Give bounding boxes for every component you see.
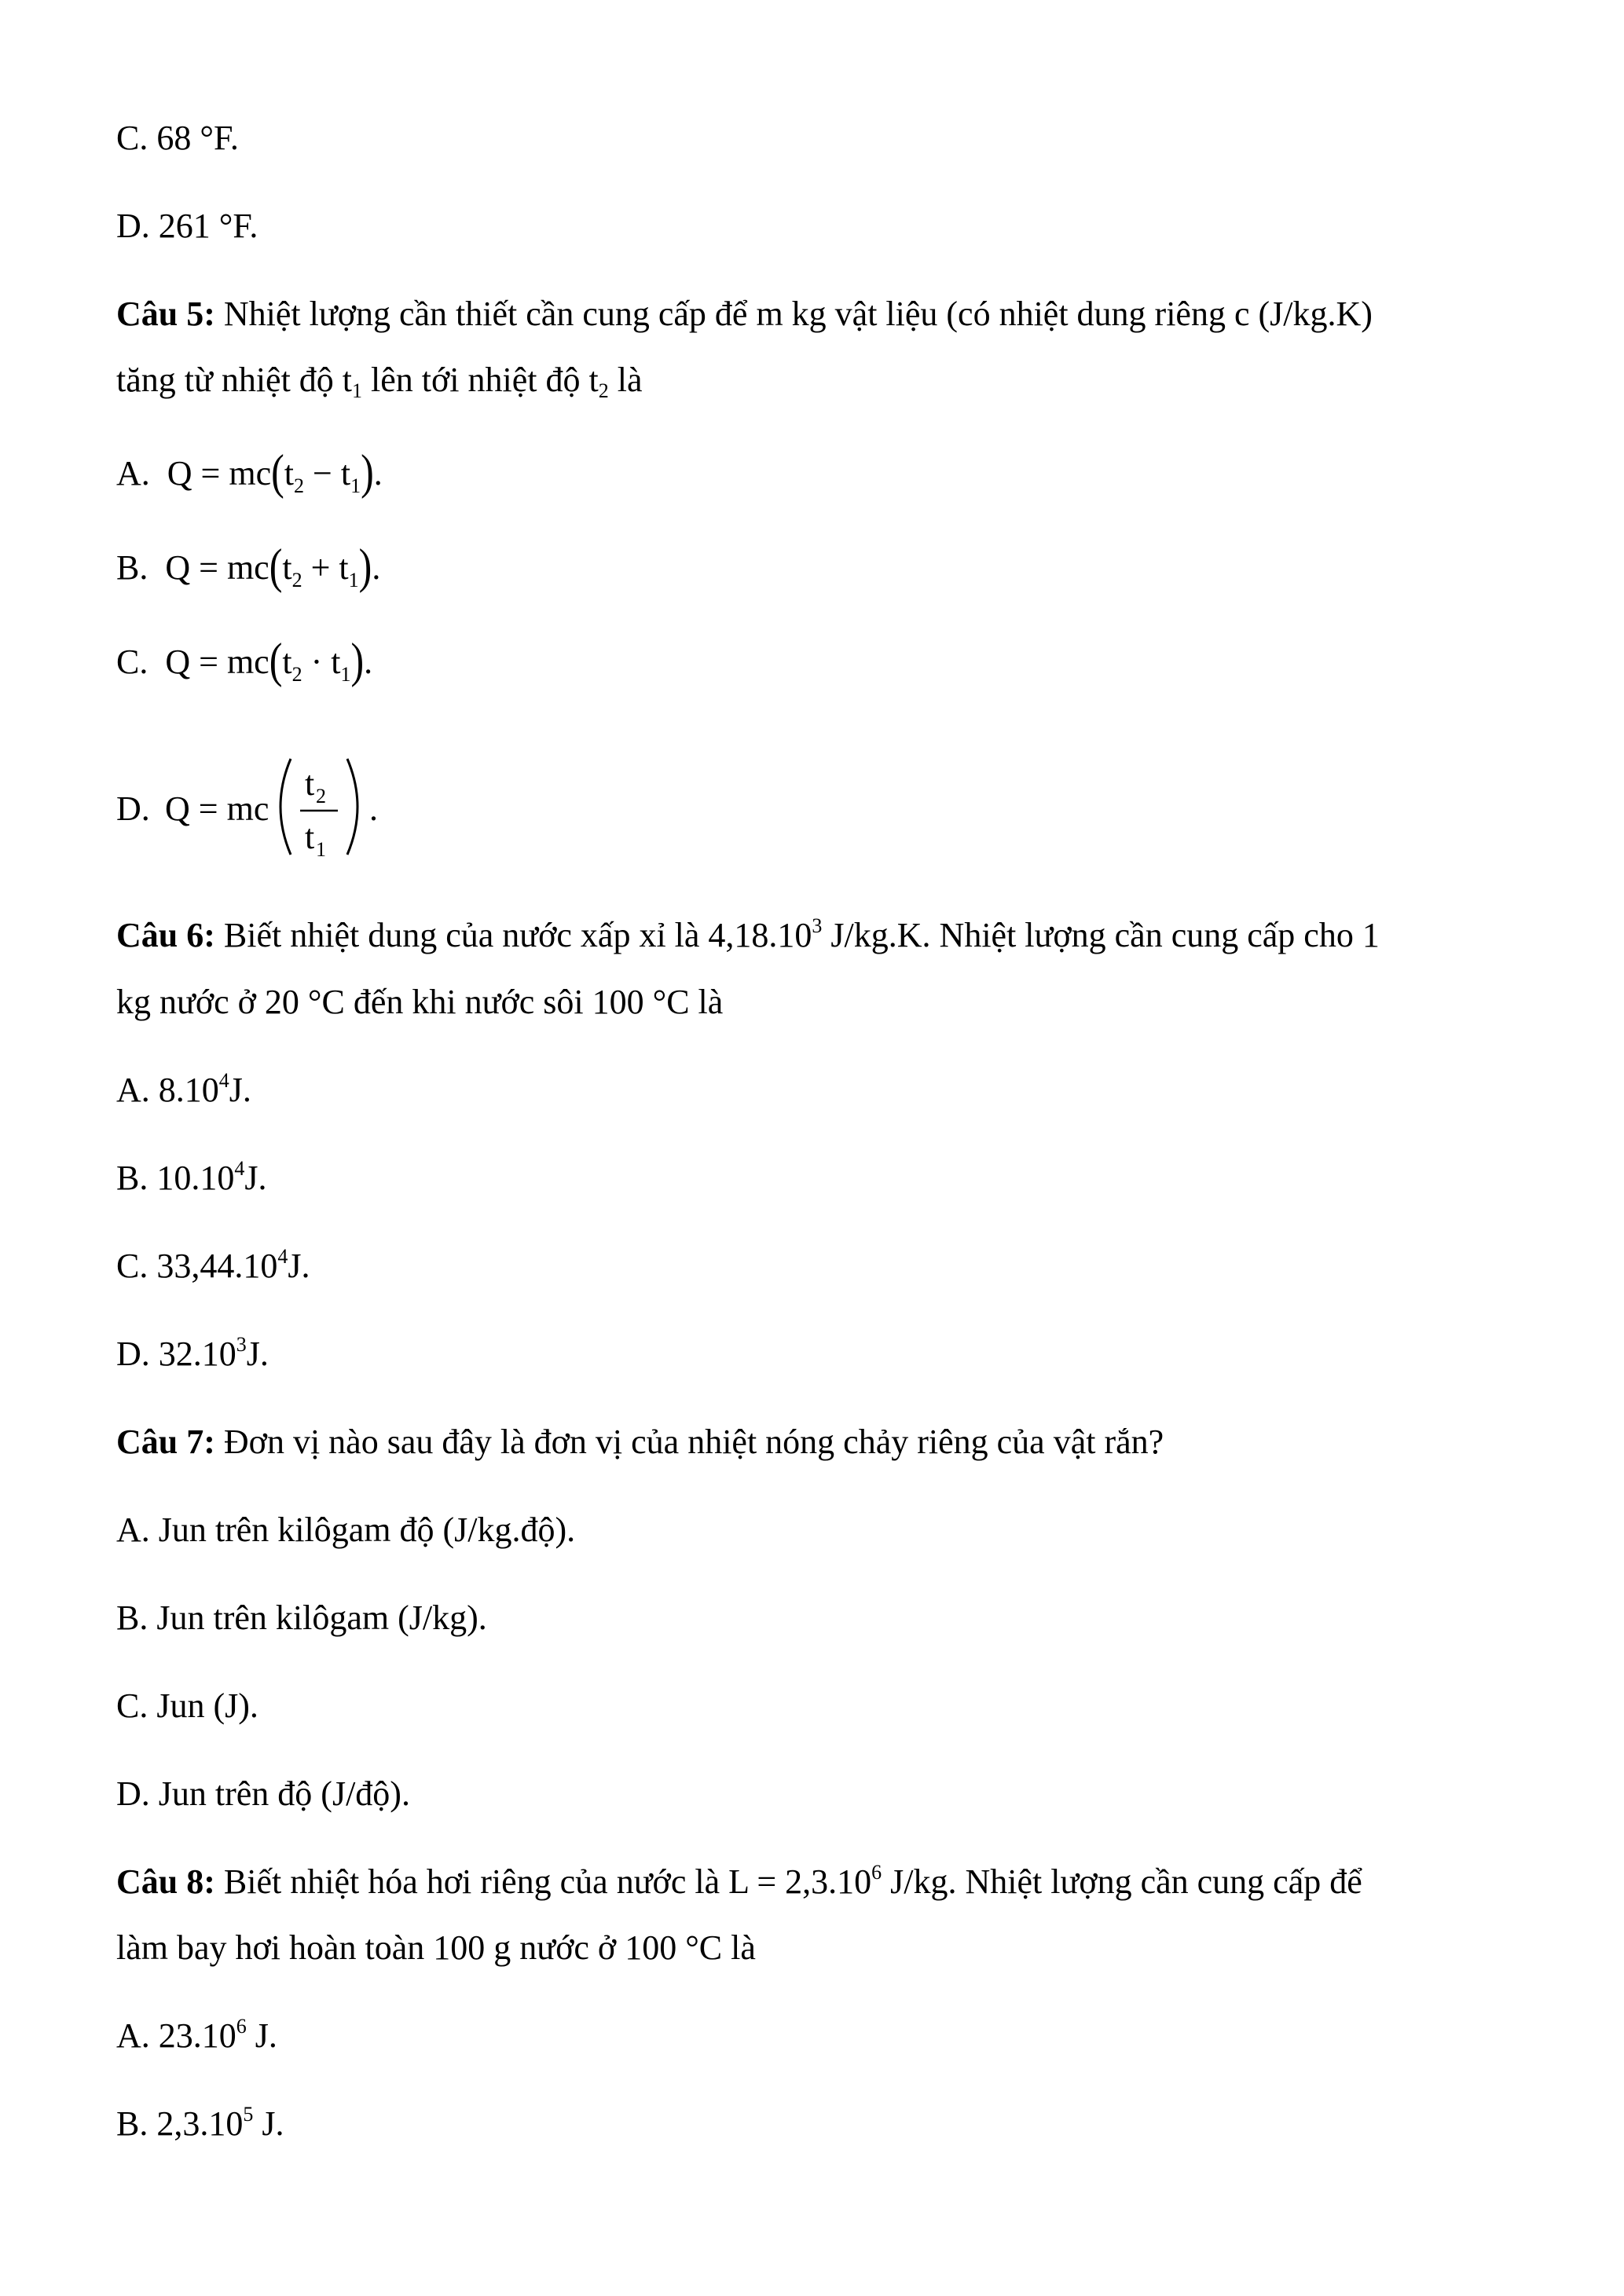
period: . <box>364 643 373 681</box>
fraction-numerator-t: t <box>305 764 315 803</box>
t1-sub: 1 <box>348 569 359 591</box>
q5-text-1: Nhiệt lượng cần thiết cần cung cấp để m kg vật liệu (có nhiệt dung riêng c (J/kg.K) <box>214 295 1373 333</box>
q6-stem-line1 <box>116 914 1380 958</box>
q6-option-d-sup: 3 <box>236 1333 247 1356</box>
q5-text-2b: lên tới nhiệt độ t <box>362 361 599 399</box>
q6-option-c-unit: J. <box>288 1247 310 1285</box>
q5-formula-lhs: Q = mc <box>165 789 269 828</box>
q6-option-d-unit: J. <box>246 1335 269 1373</box>
period: . <box>372 548 381 587</box>
q6-text-1b: J/kg.K. Nhiệt lượng cần cung cấp cho 1 <box>822 916 1380 954</box>
q6-option-a-unit: J. <box>229 1071 251 1109</box>
q8-text-1a: Biết nhiệt hóa hơi riêng của nước là L = 2,3.10 <box>214 1862 872 1901</box>
q5-option-d-formula <box>116 748 446 866</box>
q5-option-b-label: B. <box>116 548 148 587</box>
q7-option-c: C. Jun (J). <box>116 1686 258 1725</box>
q8-option-a-unit: J. <box>246 2016 277 2055</box>
q6-stem-line2: kg nước ở 20 °C đến khi nước sôi 100 °C là <box>116 983 724 1021</box>
q6-option-a-base: A. 8.10 <box>116 1071 219 1109</box>
q5-option-d-label: D. <box>116 789 150 828</box>
q6-option-b-base: B. 10.10 <box>116 1159 235 1197</box>
q8-option-a-base: A. 23.10 <box>116 2016 236 2055</box>
q5-formula-lhs: Q = mc <box>165 548 269 587</box>
q5-option-a-label: A. <box>116 454 150 493</box>
q4-option-d: D. 261 °F. <box>116 207 258 245</box>
q6-option-a <box>116 1068 251 1112</box>
t2-sub: 2 <box>291 569 302 591</box>
t-var: t <box>282 643 292 681</box>
q8-option-b-base: B. 2,3.10 <box>116 2104 244 2143</box>
q7-option-a: A. Jun trên kilôgam độ (J/kg.độ). <box>116 1511 576 1549</box>
q7-text: Đơn vị nào sau đây là đơn vị của nhiệt nóng chảy riêng của vật rắn? <box>214 1423 1164 1461</box>
q7-option-d: D. Jun trên độ (J/độ). <box>116 1774 410 1813</box>
t-var: t <box>331 643 341 681</box>
q8-sup: 6 <box>871 1861 882 1884</box>
fraction-numerator-sub: 2 <box>316 785 326 807</box>
period: . <box>373 454 383 493</box>
q5-option-d <box>116 748 446 866</box>
q5-option-c-label: C. <box>116 643 148 681</box>
q6-label: Câu 6: <box>116 916 215 954</box>
t-var: t <box>339 548 349 587</box>
q7-label: Câu 7: <box>116 1423 215 1461</box>
q8-stem-line1 <box>116 1860 1362 1904</box>
q6-option-b-sup: 4 <box>234 1157 245 1180</box>
q5-sub-2: 2 <box>598 379 609 402</box>
q8-option-b <box>116 2102 284 2146</box>
q6-sup: 3 <box>812 914 823 937</box>
t-var: t <box>340 454 351 493</box>
q5-stem-line1 <box>116 292 1373 336</box>
fraction-denominator-sub: 1 <box>316 838 326 861</box>
q5-formula-lhs: Q = mc <box>165 643 269 681</box>
q5-option-c: C. $Q = mc(t_2 \cdot t_1)$. <box>116 632 373 687</box>
q6-option-d-base: D. 32.10 <box>116 1335 236 1373</box>
q6-option-b <box>116 1156 266 1200</box>
q8-option-b-sup: 5 <box>243 2103 254 2126</box>
q8-option-b-unit: J. <box>253 2104 284 2143</box>
t1-sub: 1 <box>350 474 361 497</box>
q7-option-b: B. Jun trên kilôgam (J/kg). <box>116 1598 487 1637</box>
t-var: t <box>284 454 295 493</box>
q5-option-a: A. $Q = mc(t_2 - t_1)$. <box>116 444 383 499</box>
q8-text-1b: J/kg. Nhiệt lượng cần cung cấp để <box>882 1862 1362 1901</box>
q5-text-2c: là <box>608 361 643 399</box>
q6-option-d <box>116 1332 269 1376</box>
q4-option-c: C. 68 °F. <box>116 119 239 157</box>
q5-formula-lhs: Q = mc <box>167 454 272 493</box>
t-var: t <box>282 548 292 587</box>
q6-option-a-sup: 4 <box>218 1069 229 1092</box>
q5-text-2a: tăng từ nhiệt độ t <box>116 361 353 399</box>
q6-option-b-unit: J. <box>244 1159 267 1197</box>
fraction-denominator-t: t <box>305 818 315 856</box>
right-paren <box>347 759 357 855</box>
q8-label: Câu 8: <box>116 1862 215 1901</box>
q8-option-a <box>116 2014 277 2058</box>
q6-option-c-base: C. 33,44.10 <box>116 1247 278 1285</box>
q7-stem <box>116 1420 1164 1464</box>
q6-text-1a: Biết nhiệt dung của nước xấp xỉ là 4,18.10 <box>214 916 812 954</box>
t1-sub: 1 <box>340 663 351 686</box>
q5-stem-line2 <box>116 358 642 402</box>
dot-operator: · <box>310 643 323 681</box>
q5-sub-1: 1 <box>352 379 363 402</box>
q8-stem-line2: làm bay hơi hoàn toàn 100 g nước ở 100 °C là <box>116 1928 756 1967</box>
t2-sub: 2 <box>291 663 302 686</box>
t2-sub: 2 <box>294 474 305 497</box>
q5-label: Câu 5: <box>116 295 215 333</box>
left-paren <box>280 759 291 855</box>
minus-operator: − <box>313 454 332 493</box>
q6-option-c-sup: 4 <box>277 1245 288 1268</box>
q8-option-a-sup: 6 <box>236 2015 247 2038</box>
q5-option-b: B. $Q = mc(t_2 + t_1)$. <box>116 538 381 593</box>
period: . <box>369 789 378 828</box>
plus-operator: + <box>310 548 331 587</box>
q6-option-c <box>116 1244 310 1288</box>
